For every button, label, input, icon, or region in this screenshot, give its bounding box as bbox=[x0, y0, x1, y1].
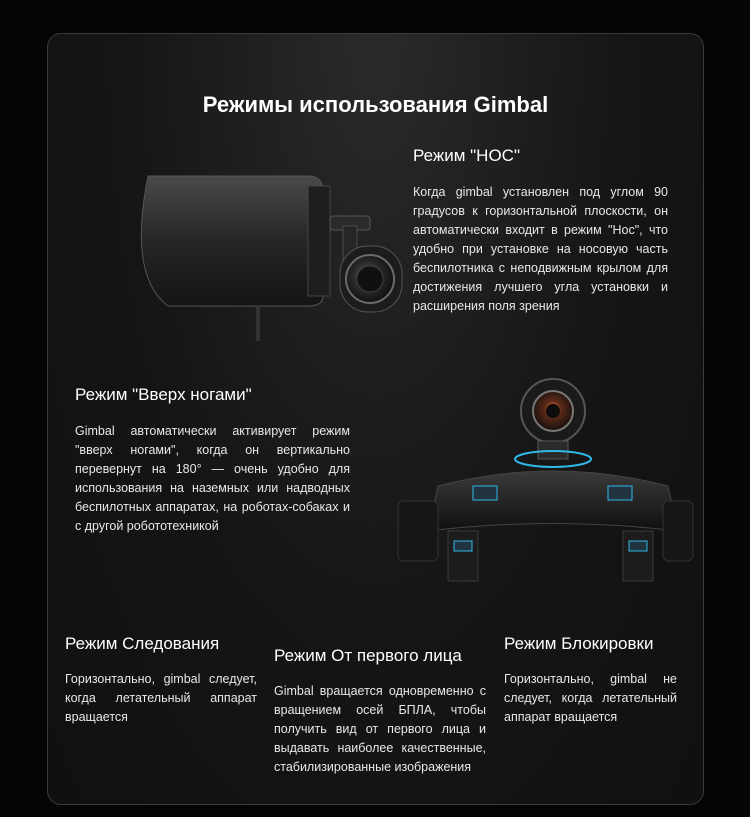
nose-mode-description: Когда gimbal установлен под углом 90 градусов к горизонтальной плоскости, он автоматически входит в режим "Нос", что удобно при установке на носовую часть беспилотника с неподвижным крылом для достижения лучшего угла установки и расширения поля зрения bbox=[413, 185, 668, 313]
upside-down-mode-section bbox=[75, 385, 350, 536]
follow-mode-description: Горизонтально, gimbal следует, когда летательный аппарат вращается bbox=[65, 672, 257, 724]
drone-nose-gimbal-illustration bbox=[108, 156, 418, 346]
nose-mode-section bbox=[413, 146, 668, 316]
fpv-mode-heading: Режим От первого лица bbox=[274, 646, 462, 665]
lock-mode-description: Горизонтально, gimbal не следует, когда летательный аппарат вращается bbox=[504, 672, 677, 724]
nose-mode-heading: Режим "НОС" bbox=[413, 146, 520, 165]
fpv-mode-description: Gimbal вращается одновременно с вращением осей БПЛА, чтобы получить вид от первого лица и выдавать наиболее качественные, стабилизированные изображения bbox=[274, 684, 486, 774]
page-title: Режимы использования Gimbal bbox=[202, 92, 549, 117]
follow-mode-section bbox=[65, 634, 257, 727]
robot-dog-gimbal-illustration bbox=[378, 356, 703, 611]
follow-mode-heading: Режим Следования bbox=[65, 634, 220, 653]
fpv-mode-section bbox=[274, 646, 486, 777]
upside-down-mode-heading: Режим "Вверх ногами" bbox=[75, 385, 252, 404]
upside-down-mode-description: Gimbal автоматически активирует режим "вверх ногами", когда он вертикально перевернут на 180° — очень удобно для использования на наземных или надводных беспилотных аппаратах, на роботах-собаках и с другой робототехникой bbox=[75, 424, 350, 533]
lock-mode-section bbox=[504, 634, 677, 727]
content-card bbox=[47, 33, 704, 805]
lock-mode-heading: Режим Блокировки bbox=[504, 634, 654, 653]
